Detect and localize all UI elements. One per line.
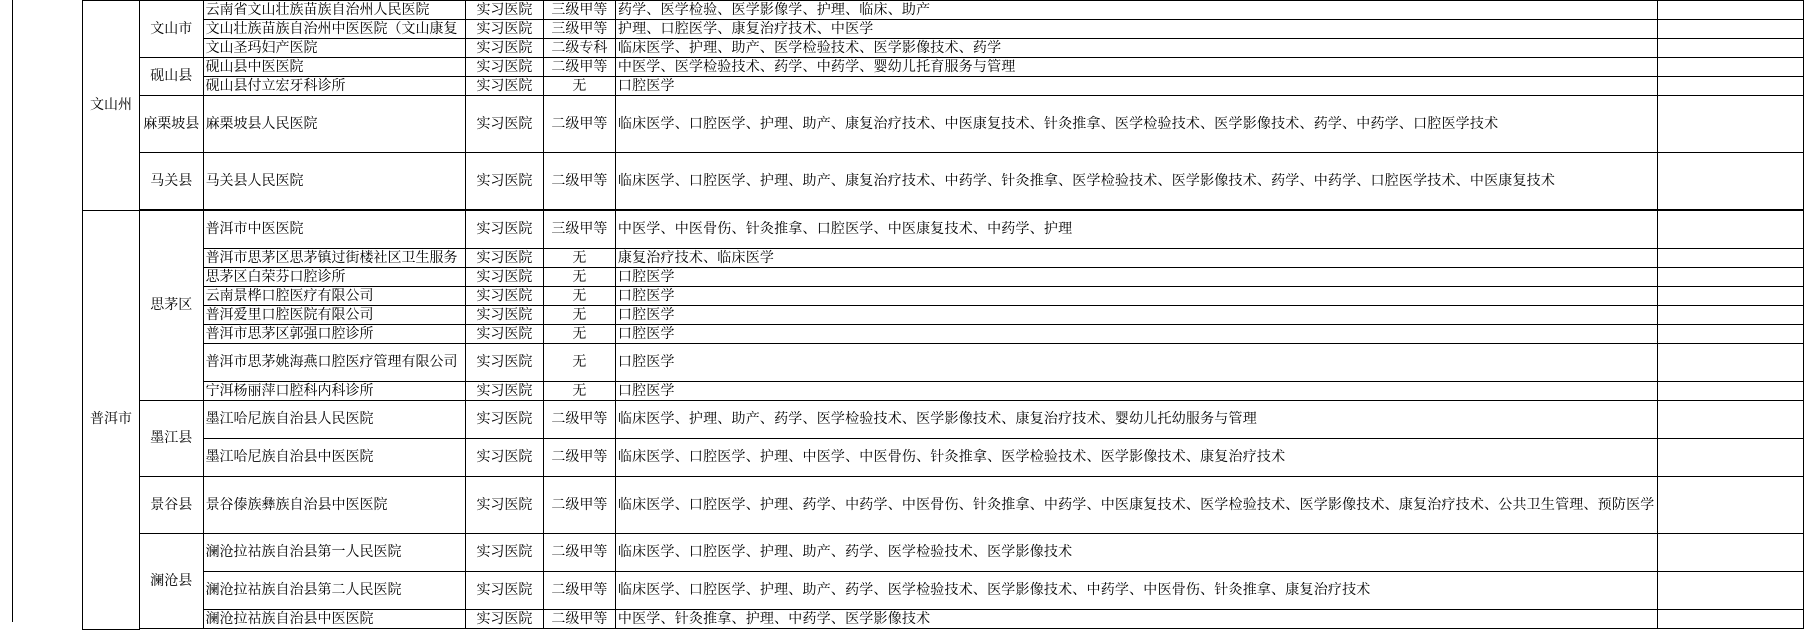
type-cell[interactable]: 实习医院 xyxy=(466,344,544,382)
majors-cell[interactable]: 中医学、中医骨伤、针灸推拿、口腔医学、中医康复技术、中药学、护理 xyxy=(615,211,1657,249)
table-row xyxy=(83,249,1804,268)
level-cell[interactable]: 二级专科 xyxy=(543,39,615,58)
county-cell[interactable]: 砚山县 xyxy=(139,58,203,96)
type-cell[interactable]: 实习医院 xyxy=(466,58,544,77)
hospital-cell[interactable]: 马关县人民医院 xyxy=(203,153,466,210)
empty-cell[interactable] xyxy=(1657,382,1804,401)
county-cell[interactable]: 文山市 xyxy=(139,1,203,58)
table-row xyxy=(83,401,1804,439)
table-row xyxy=(83,439,1804,477)
type-cell[interactable]: 实习医院 xyxy=(466,268,544,287)
majors-cell[interactable]: 中医学、医学检验技术、药学、中药学、婴幼儿托育服务与管理 xyxy=(615,58,1657,77)
table-row xyxy=(83,39,1804,58)
table-row xyxy=(83,629,1804,630)
type-cell[interactable]: 实习医院 xyxy=(466,572,544,610)
majors-cell[interactable]: 口腔医学 xyxy=(615,287,1657,306)
hospital-cell[interactable]: 文山圣玛妇产医院 xyxy=(203,39,466,58)
level-cell[interactable]: 无 xyxy=(543,306,615,325)
majors-cell[interactable]: 护理、口腔医学、康复治疗技术、中医学 xyxy=(615,20,1657,39)
empty-cell[interactable] xyxy=(1657,610,1804,629)
county-cell[interactable]: 马关县 xyxy=(139,153,203,210)
county-cell[interactable]: 澜沧县 xyxy=(139,534,203,629)
level-cell[interactable]: 二级甲等 xyxy=(543,96,615,153)
type-cell[interactable]: 实习医院 xyxy=(466,477,544,534)
majors-cell[interactable]: 口腔医学 xyxy=(615,306,1657,325)
table-row xyxy=(83,306,1804,325)
majors-cell[interactable]: 临床医学、口腔医学、护理、助产、药学、医学检验技术、医学影像技术、中药学、中医骨伤、针灸推拿、康复治疗技术 xyxy=(615,572,1657,610)
level-cell[interactable]: 无 xyxy=(543,268,615,287)
majors-cell[interactable]: 临床医学、口腔医学、护理、中医学、中医骨伤、针灸推拿、医学检验技术、医学影像技术、康复治疗技术 xyxy=(615,439,1657,477)
level-cell[interactable]: 无 xyxy=(543,77,615,96)
left-border-line xyxy=(12,0,13,622)
type-cell[interactable]: 实习医院 xyxy=(466,287,544,306)
level-cell[interactable]: 三级甲等 xyxy=(543,1,615,20)
level-cell[interactable]: 三级甲等 xyxy=(543,211,615,249)
hospital-cell[interactable]: 澜沧拉祜族自治县第一人民医院 xyxy=(203,534,466,572)
type-cell[interactable]: 实习医院 xyxy=(466,534,544,572)
level-cell[interactable]: 二级甲等 xyxy=(543,610,615,629)
table-row xyxy=(83,96,1804,153)
table-row xyxy=(83,382,1804,401)
type-cell[interactable]: 实习医院 xyxy=(466,306,544,325)
table-row xyxy=(83,20,1804,39)
table-row xyxy=(83,1,1804,20)
empty-cell xyxy=(203,629,466,630)
table-row xyxy=(83,287,1804,306)
hospital-cell[interactable]: 景谷傣族彝族自治县中医医院 xyxy=(203,477,466,534)
majors-cell[interactable]: 口腔医学 xyxy=(615,77,1657,96)
hospital-cell[interactable]: 澜沧拉祜族自治县中医医院 xyxy=(203,610,466,629)
type-cell[interactable]: 实习医院 xyxy=(466,249,544,268)
empty-cell[interactable] xyxy=(1657,153,1804,210)
county-cell[interactable]: 麻栗坡县 xyxy=(139,96,203,153)
table-body xyxy=(83,1,1804,630)
hospital-cell[interactable]: 文山壮族苗族自治州中医医院（文山康复 xyxy=(203,20,466,39)
empty-cell[interactable] xyxy=(1657,211,1804,249)
level-cell[interactable]: 无 xyxy=(543,344,615,382)
level-cell[interactable]: 无 xyxy=(543,249,615,268)
majors-cell[interactable]: 临床医学、护理、助产、医学检验技术、医学影像技术、药学 xyxy=(615,39,1657,58)
hospital-cell[interactable]: 墨江哈尼族自治县人民医院 xyxy=(203,401,466,439)
level-cell[interactable]: 二级甲等 xyxy=(543,534,615,572)
table-row xyxy=(83,153,1804,210)
empty-cell[interactable] xyxy=(1657,306,1804,325)
type-cell[interactable]: 实习医院 xyxy=(466,96,544,153)
type-cell[interactable]: 实习医院 xyxy=(466,382,544,401)
hospital-cell[interactable]: 麻栗坡县人民医院 xyxy=(203,96,466,153)
hospital-cell[interactable]: 砚山县付立宏牙科诊所 xyxy=(203,77,466,96)
majors-cell[interactable]: 口腔医学 xyxy=(615,382,1657,401)
type-cell[interactable]: 实习医院 xyxy=(466,39,544,58)
majors-cell[interactable]: 临床医学、口腔医学、护理、药学、中药学、中医骨伤、针灸推拿、中药学、中医康复技术、医学检验技术、医学影像技术、康复治疗技术、公共卫生管理、预防医学 xyxy=(615,477,1657,534)
majors-cell[interactable]: 口腔医学 xyxy=(615,325,1657,344)
empty-cell[interactable] xyxy=(1657,77,1804,96)
majors-cell[interactable]: 药学、医学检验、医学影像学、护理、临床、助产 xyxy=(615,1,1657,20)
hospital-cell[interactable]: 普洱市思茅区郭强口腔诊所 xyxy=(203,325,466,344)
level-cell[interactable]: 无 xyxy=(543,382,615,401)
empty-cell xyxy=(466,629,544,630)
county-cell[interactable]: 思茅区 xyxy=(139,211,203,401)
table-row xyxy=(83,268,1804,287)
majors-cell[interactable]: 口腔医学 xyxy=(615,344,1657,382)
prefecture-cell[interactable]: 文山州 xyxy=(83,1,140,211)
majors-cell[interactable]: 临床医学、口腔医学、护理、助产、药学、医学检验技术、医学影像技术 xyxy=(615,534,1657,572)
prefecture-cell[interactable]: 普洱市 xyxy=(83,211,140,630)
empty-cell[interactable] xyxy=(1657,325,1804,344)
level-cell[interactable]: 无 xyxy=(543,287,615,306)
type-cell[interactable]: 实习医院 xyxy=(466,439,544,477)
empty-cell[interactable] xyxy=(1657,58,1804,77)
county-cell[interactable]: 墨江县 xyxy=(139,401,203,477)
hospital-table xyxy=(82,0,1804,630)
type-cell[interactable]: 实习医院 xyxy=(466,610,544,629)
table-row xyxy=(83,572,1804,610)
hospital-cell[interactable]: 宁洱杨丽萍口腔科内科诊所 xyxy=(203,382,466,401)
empty-cell[interactable] xyxy=(1657,401,1804,439)
hospital-cell[interactable]: 普洱爱里口腔医院有限公司 xyxy=(203,306,466,325)
type-cell[interactable]: 实习医院 xyxy=(466,401,544,439)
empty-cell[interactable] xyxy=(1657,249,1804,268)
majors-cell[interactable]: 康复治疗技术、临床医学 xyxy=(615,249,1657,268)
empty-cell xyxy=(139,629,203,630)
table-row xyxy=(83,211,1804,249)
hospital-cell[interactable]: 云南省文山壮族苗族自治州人民医院 xyxy=(203,1,466,20)
empty-cell[interactable] xyxy=(1657,39,1804,58)
majors-cell[interactable]: 口腔医学 xyxy=(615,268,1657,287)
majors-cell[interactable]: 中医学、针灸推拿、护理、中药学、医学影像技术 xyxy=(615,610,1657,629)
empty-cell[interactable] xyxy=(1657,477,1804,534)
level-cell[interactable]: 二级甲等 xyxy=(543,58,615,77)
empty-cell[interactable] xyxy=(1657,268,1804,287)
table-row xyxy=(83,534,1804,572)
empty-cell[interactable] xyxy=(1657,1,1804,20)
table-row xyxy=(83,344,1804,382)
empty-cell xyxy=(615,629,1657,630)
level-cell[interactable]: 二级甲等 xyxy=(543,439,615,477)
empty-cell xyxy=(543,629,615,630)
type-cell[interactable]: 实习医院 xyxy=(466,1,544,20)
level-cell[interactable]: 二级甲等 xyxy=(543,153,615,210)
level-cell[interactable]: 二级甲等 xyxy=(543,401,615,439)
hospital-cell[interactable]: 澜沧拉祜族自治县第二人民医院 xyxy=(203,572,466,610)
empty-cell[interactable] xyxy=(1657,96,1804,153)
table-row xyxy=(83,58,1804,77)
hospital-cell[interactable]: 思茅区白荣芬口腔诊所 xyxy=(203,268,466,287)
type-cell[interactable]: 实习医院 xyxy=(466,20,544,39)
type-cell[interactable]: 实习医院 xyxy=(466,211,544,249)
empty-cell[interactable] xyxy=(1657,344,1804,382)
level-cell[interactable]: 二级甲等 xyxy=(543,572,615,610)
type-cell[interactable]: 实习医院 xyxy=(466,325,544,344)
type-cell[interactable]: 实习医院 xyxy=(466,77,544,96)
hospital-cell[interactable]: 普洱市中医医院 xyxy=(203,211,466,249)
hospital-cell[interactable]: 砚山县中医医院 xyxy=(203,58,466,77)
hospital-cell[interactable]: 普洱市思茅姚海燕口腔医疗管理有限公司 xyxy=(203,344,466,382)
level-cell[interactable]: 二级甲等 xyxy=(543,477,615,534)
county-cell[interactable]: 景谷县 xyxy=(139,477,203,534)
majors-cell[interactable]: 临床医学、护理、助产、药学、医学检验技术、医学影像技术、康复治疗技术、婴幼儿托幼服务与管理 xyxy=(615,401,1657,439)
empty-cell[interactable] xyxy=(1657,534,1804,572)
hospital-cell[interactable]: 云南景桦口腔医疗有限公司 xyxy=(203,287,466,306)
empty-cell[interactable] xyxy=(1657,287,1804,306)
hospital-cell[interactable]: 墨江哈尼族自治县中医医院 xyxy=(203,439,466,477)
table-row xyxy=(83,77,1804,96)
table-row xyxy=(83,325,1804,344)
empty-cell[interactable] xyxy=(1657,20,1804,39)
empty-cell[interactable] xyxy=(1657,572,1804,610)
hospital-cell[interactable]: 普洱市思茅区思茅镇过街楼社区卫生服务 xyxy=(203,249,466,268)
table-row xyxy=(83,610,1804,629)
table-row xyxy=(83,477,1804,534)
majors-cell[interactable]: 临床医学、口腔医学、护理、助产、康复治疗技术、中医康复技术、针灸推拿、医学检验技术、医学影像技术、药学、中药学、口腔医学技术 xyxy=(615,96,1657,153)
level-cell[interactable]: 无 xyxy=(543,325,615,344)
type-cell[interactable]: 实习医院 xyxy=(466,153,544,210)
majors-cell[interactable]: 临床医学、口腔医学、护理、助产、康复治疗技术、中药学、针灸推拿、医学检验技术、医学影像技术、药学、中药学、口腔医学技术、中医康复技术 xyxy=(615,153,1657,210)
empty-cell xyxy=(1657,629,1804,630)
empty-cell[interactable] xyxy=(1657,439,1804,477)
level-cell[interactable]: 三级甲等 xyxy=(543,20,615,39)
